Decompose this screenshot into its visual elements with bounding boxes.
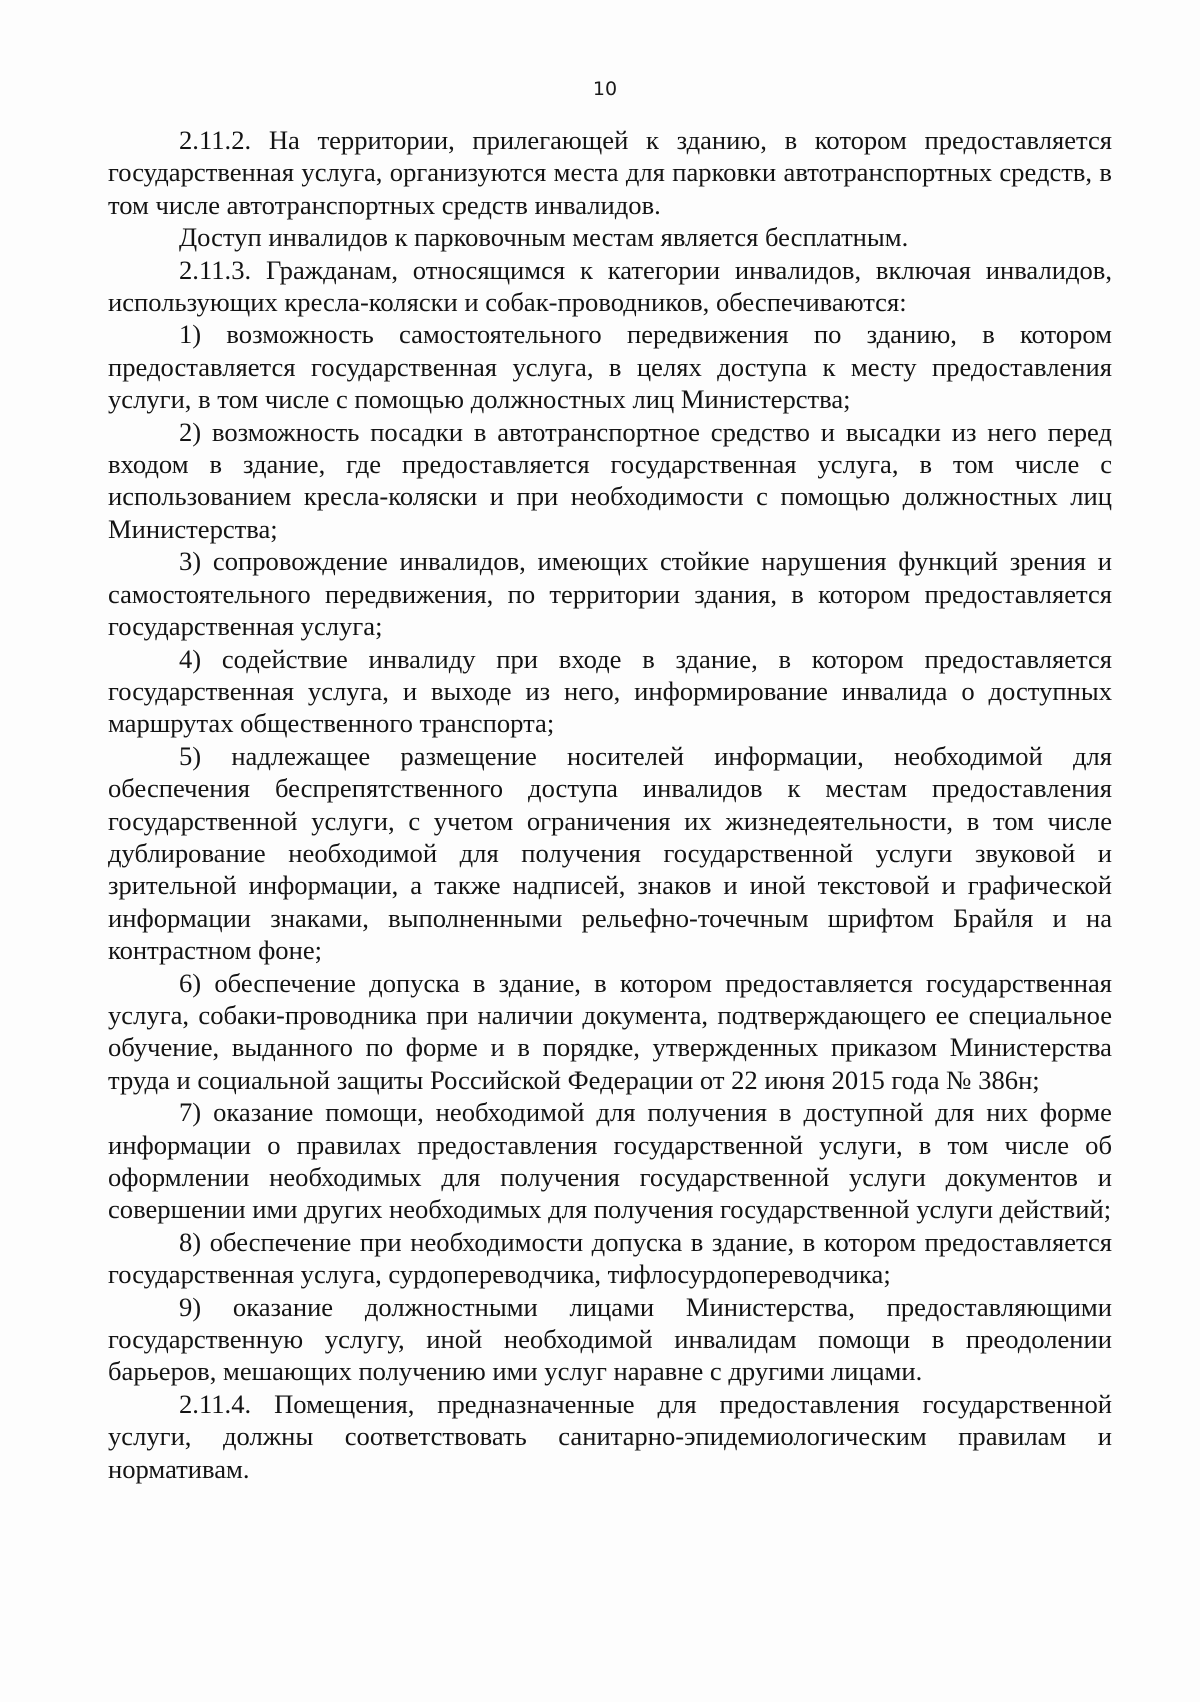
- list-item-6: 6) обеспечение допуска в здание, в котором предоставляется государственная услуга, собаки-проводника при наличии документа, подтверждающего ее специальное обучение, выданного по форме и в порядке, утвержденных приказом Министерства труда и социальной защиты Российской Федерации от 22 июня 2015 года № 386н;: [108, 967, 1112, 1095]
- paragraph-2-11-3: 2.11.3. Гражданам, относящимся к категории инвалидов, включая инвалидов, использующих кресла-коляски и собак-проводников, обеспечиваются:: [108, 254, 1112, 318]
- list-item-7: 7) оказание помощи, необходимой для получения в доступной для них форме информации о правилах предоставления государственной услуги, в том числе об оформлении необходимых для получения государственной услуги документов и совершении ими других необходимых для получения государственной услуги действий;: [108, 1097, 1112, 1225]
- list-item-2: 2) возможность посадки в автотранспортное средство и высадки из него перед входом в здание, где предоставляется государственная услуга, в том числе с использованием кресла-коляски и при необходимости с помощью должностных лиц Министерства;: [108, 416, 1112, 544]
- page-number: 10: [592, 78, 618, 100]
- paragraph-2-11-2: 2.11.2. На территории, прилегающей к зданию, в котором предоставляется государственная услуга, организуются места для парковки автотранспортных средств, в том числе автотранспортных средств инвалидов.: [108, 125, 1112, 220]
- list-item-9: 9) оказание должностными лицами Министерства, предоставляющими государственную услугу, иной необходимой инвалидам помощи в преодолении барьеров, мешающих получению ими услуг наравне с другими лицами.: [108, 1291, 1112, 1387]
- document-body: [108, 124, 1112, 1485]
- list-item-5: 5) надлежащее размещение носителей информации, необходимой для обеспечения беспрепятственного доступа инвалидов к местам предоставления государственной услуги, с учетом ограничения их жизнедеятельности, в том числе дублирование необходимой для получения государственной услуги звуковой и зрительной информации, а также надписей, знаков и иной текстовой и графической информации знаками, выполненными рельефно-точечным шрифтом Брайля и на контрастном фоне;: [108, 740, 1112, 966]
- paragraph-2-11-4: 2.11.4. Помещения, предназначенные для предоставления государственной услуги, должны соответствовать санитарно-эпидемиологическим правилам и нормативам.: [108, 1388, 1112, 1484]
- list-item-3: 3) сопровождение инвалидов, имеющих стойкие нарушения функций зрения и самостоятельного передвижения, по территории здания, в котором предоставляется государственная услуга;: [108, 546, 1112, 642]
- list-item-1: 1) возможность самостоятельного передвижения по зданию, в котором предоставляется государственная услуга, в целях доступа к месту предоставления услуги, в том числе с помощью должностных лиц Министерства;: [108, 319, 1112, 415]
- list-item-8: 8) обеспечение при необходимости допуска в здание, в котором предоставляется государственная услуга, сурдопереводчика, тифлосурдопереводчика;: [108, 1226, 1112, 1290]
- paragraph-free-parking: Доступ инвалидов к парковочным местам является бесплатным.: [179, 222, 909, 253]
- list-item-4: 4) содействие инвалиду при входе в здание, в котором предоставляется государственная услуга, и выходе из него, информирование инвалида о доступных маршрутах общественного транспорта;: [108, 643, 1112, 739]
